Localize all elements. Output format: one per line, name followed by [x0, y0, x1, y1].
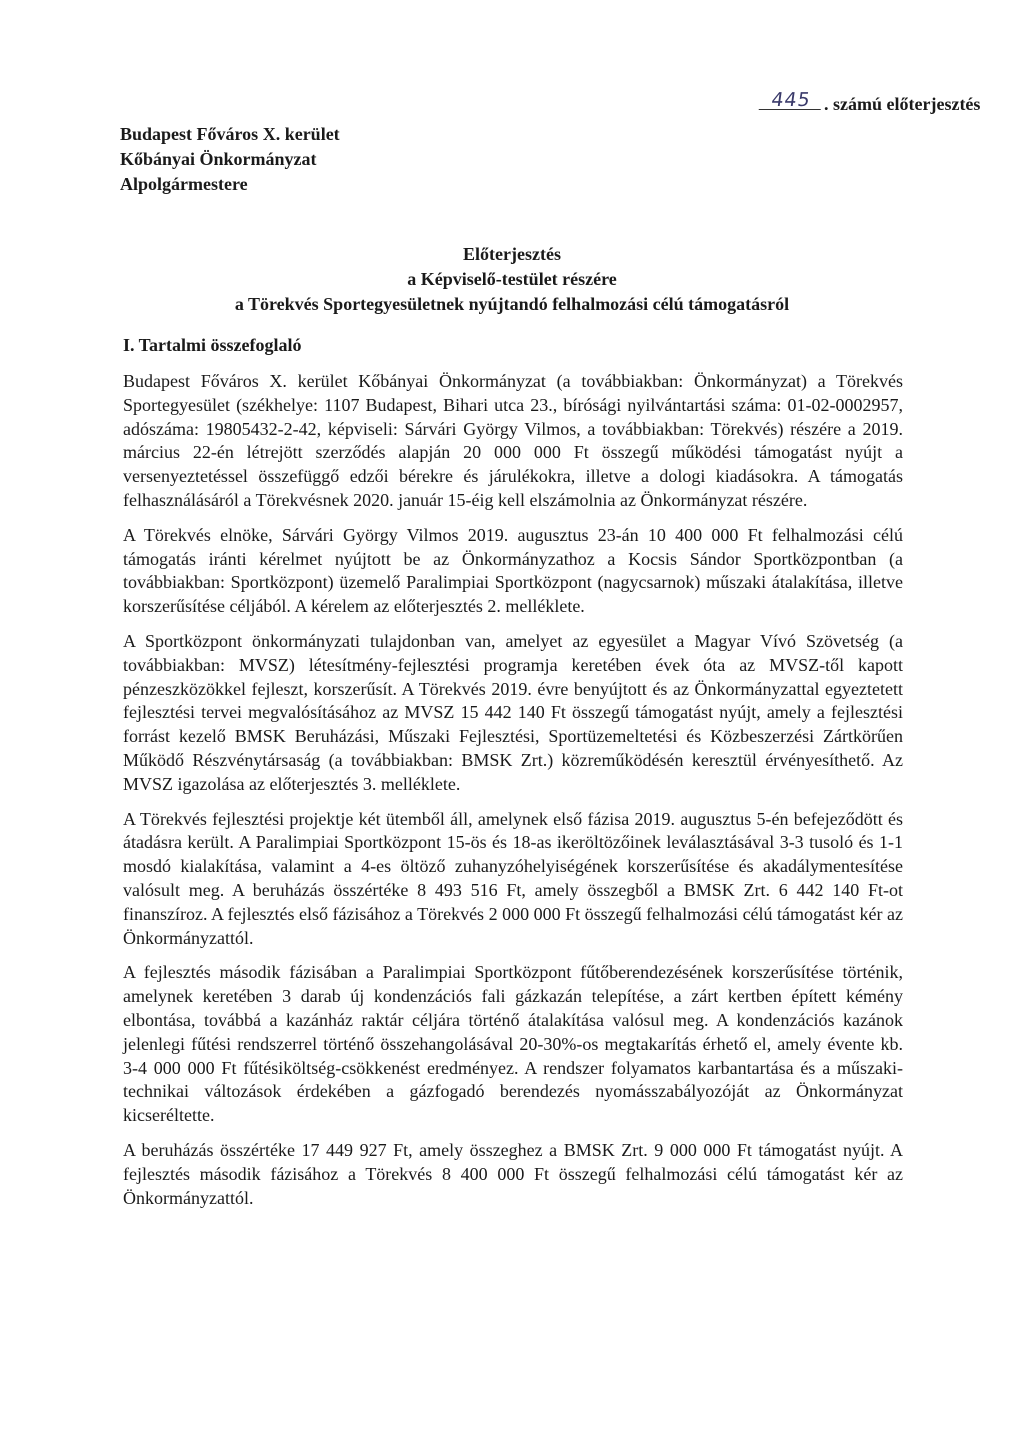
- paragraph: A fejlesztés második fázisában a Paralimpiai Sportközpont fűtőberendezésének korszerűsítése történik, amelynek keretében 3 darab új kondenzációs fali gázkazán telepítése, a zárt kertben épített kémény elbontása, továbbá a kazánház raktár céljára történő átalakítása valósul meg. A kondenzációs kazánok jelenlegi fűtési rendszerrel történő összehangolásával 20-30%-os megtakarítás érhető el, amely évente kb. 3-4 000 000 Ft fűtésiköltség-csökkenést eredményez. A rendszer folyamatos karbantartása és a műszaki-technikai változások érdekében a gázfogadó berendezés nyomásszabályozóját az Önkormányzat kicseréltette.: [123, 962, 903, 1126]
- handwritten-number: 445: [759, 91, 824, 110]
- issuer-line-city: Budapest Főváros X. kerület: [120, 124, 340, 144]
- body-text: [123, 370, 903, 1221]
- issuer-line-municipality: Kőbányai Önkormányzat: [120, 149, 317, 169]
- title-line-addressee: a Képviselő-testület részére: [407, 269, 617, 289]
- document-title: [0, 242, 1024, 317]
- document-number-label: . számú előterjesztés: [824, 94, 981, 114]
- document-number: [760, 89, 981, 115]
- title-line-main: Előterjesztés: [463, 244, 561, 264]
- issuer-block: [120, 122, 340, 197]
- title-line-subject: a Törekvés Sportegyesületnek nyújtandó felhalmozási célú támogatásról: [234, 294, 790, 314]
- paragraph: A beruházás összértéke 17 449 927 Ft, amely összeghez a BMSK Zrt. 9 000 000 Ft támogatást nyújt. A fejlesztés második fázisához a Törekvés 8 400 000 Ft összegű felhalmozási célú támogatást kér az Önkormányzattól.: [123, 1139, 903, 1208]
- issuer-line-office: Alpolgármestere: [120, 174, 248, 194]
- paragraph: A Törekvés elnöke, Sárvári György Vilmos 2019. augusztus 23-án 10 400 000 Ft felhalmozási célú támogatás iránti kérelmet nyújtott be az Önkormányzathoz a Kocsis Sándor Sportközpontban (a továbbiakban: Sportközpont) üzemelő Paralimpiai Sportközpont (nagycsarnok) műszaki átalakítása, illetve korszerűsítése céljából. A kérelem az előterjesztés 2. melléklete.: [123, 524, 903, 617]
- paragraph: A Sportközpont önkormányzati tulajdonban van, amelyet az egyesület a Magyar Vívó Szövetség (a továbbiakban: MVSZ) létesítmény-fejlesztési programja keretében évek óta az MVSZ-től kapott pénzeszközökkel fejleszt, korszerűsít. A Törekvés 2019. évre benyújtott és az Önkormányzattal egyeztetett fejlesztési tervei megvalósításához az MVSZ 15 442 140 Ft összegű támogatást nyújt, amely a fejlesztési forrást kezelő BMSK Beruházási, Műszaki Fejlesztési, Sportüzemeltetési és Közbeszerzési Zártkörűen Működő Részvénytársaság (a továbbiakban: BMSK Zrt.) közreműködésén keresztül érvényesíthető. Az MVSZ igazolása az előterjesztés 3. melléklete.: [123, 630, 903, 794]
- paragraph: A Törekvés fejlesztési projektje két ütemből áll, amelynek első fázisa 2019. augusztus 5-én befejeződött és átadásra került. A Paralimpiai Sportközpont 15-ös és 18-as ikeröltözőinek leválasztásával 3-3 tusoló és 1-1 mosdó kialakítása, valamint a 4-es öltöző zuhanyzóhelyiségének korszerűsítése és akadálymentesítése valósult meg. A beruházás összértéke 8 493 516 Ft, amely összegből a BMSK Zrt. 6 442 140 Ft-ot finanszíroz. A fejlesztés első fázisához a Törekvés 2 000 000 Ft összegű felhalmozási célú támogatást kér az Önkormányzattól.: [123, 808, 903, 948]
- section-heading: I. Tartalmi összefoglaló: [123, 335, 302, 355]
- paragraph: Budapest Főváros X. kerület Kőbányai Önkormányzat (a továbbiakban: Önkormányzat) a Törekvés Sportegyesület (székhelye: 1107 Budapest, Bihari utca 23., bírósági nyilvántartási száma: 01-02-0002957, adószáma: 19805432-2-42, képviseli: Sárvári György Vilmos, a továbbiakban: Törekvés) részére a 2019. március 22-én létrejött szerződés alapján 20 000 000 Ft összegű működési támogatást nyújt a versenyeztetéssel összefüggő edzői bérekre és járulékokra, illetve a dologi kiadásokra. A támogatás felhasználásáról a Törekvésnek 2020. január 15-éig kell elszámolnia az Önkormányzat részére.: [123, 371, 903, 510]
